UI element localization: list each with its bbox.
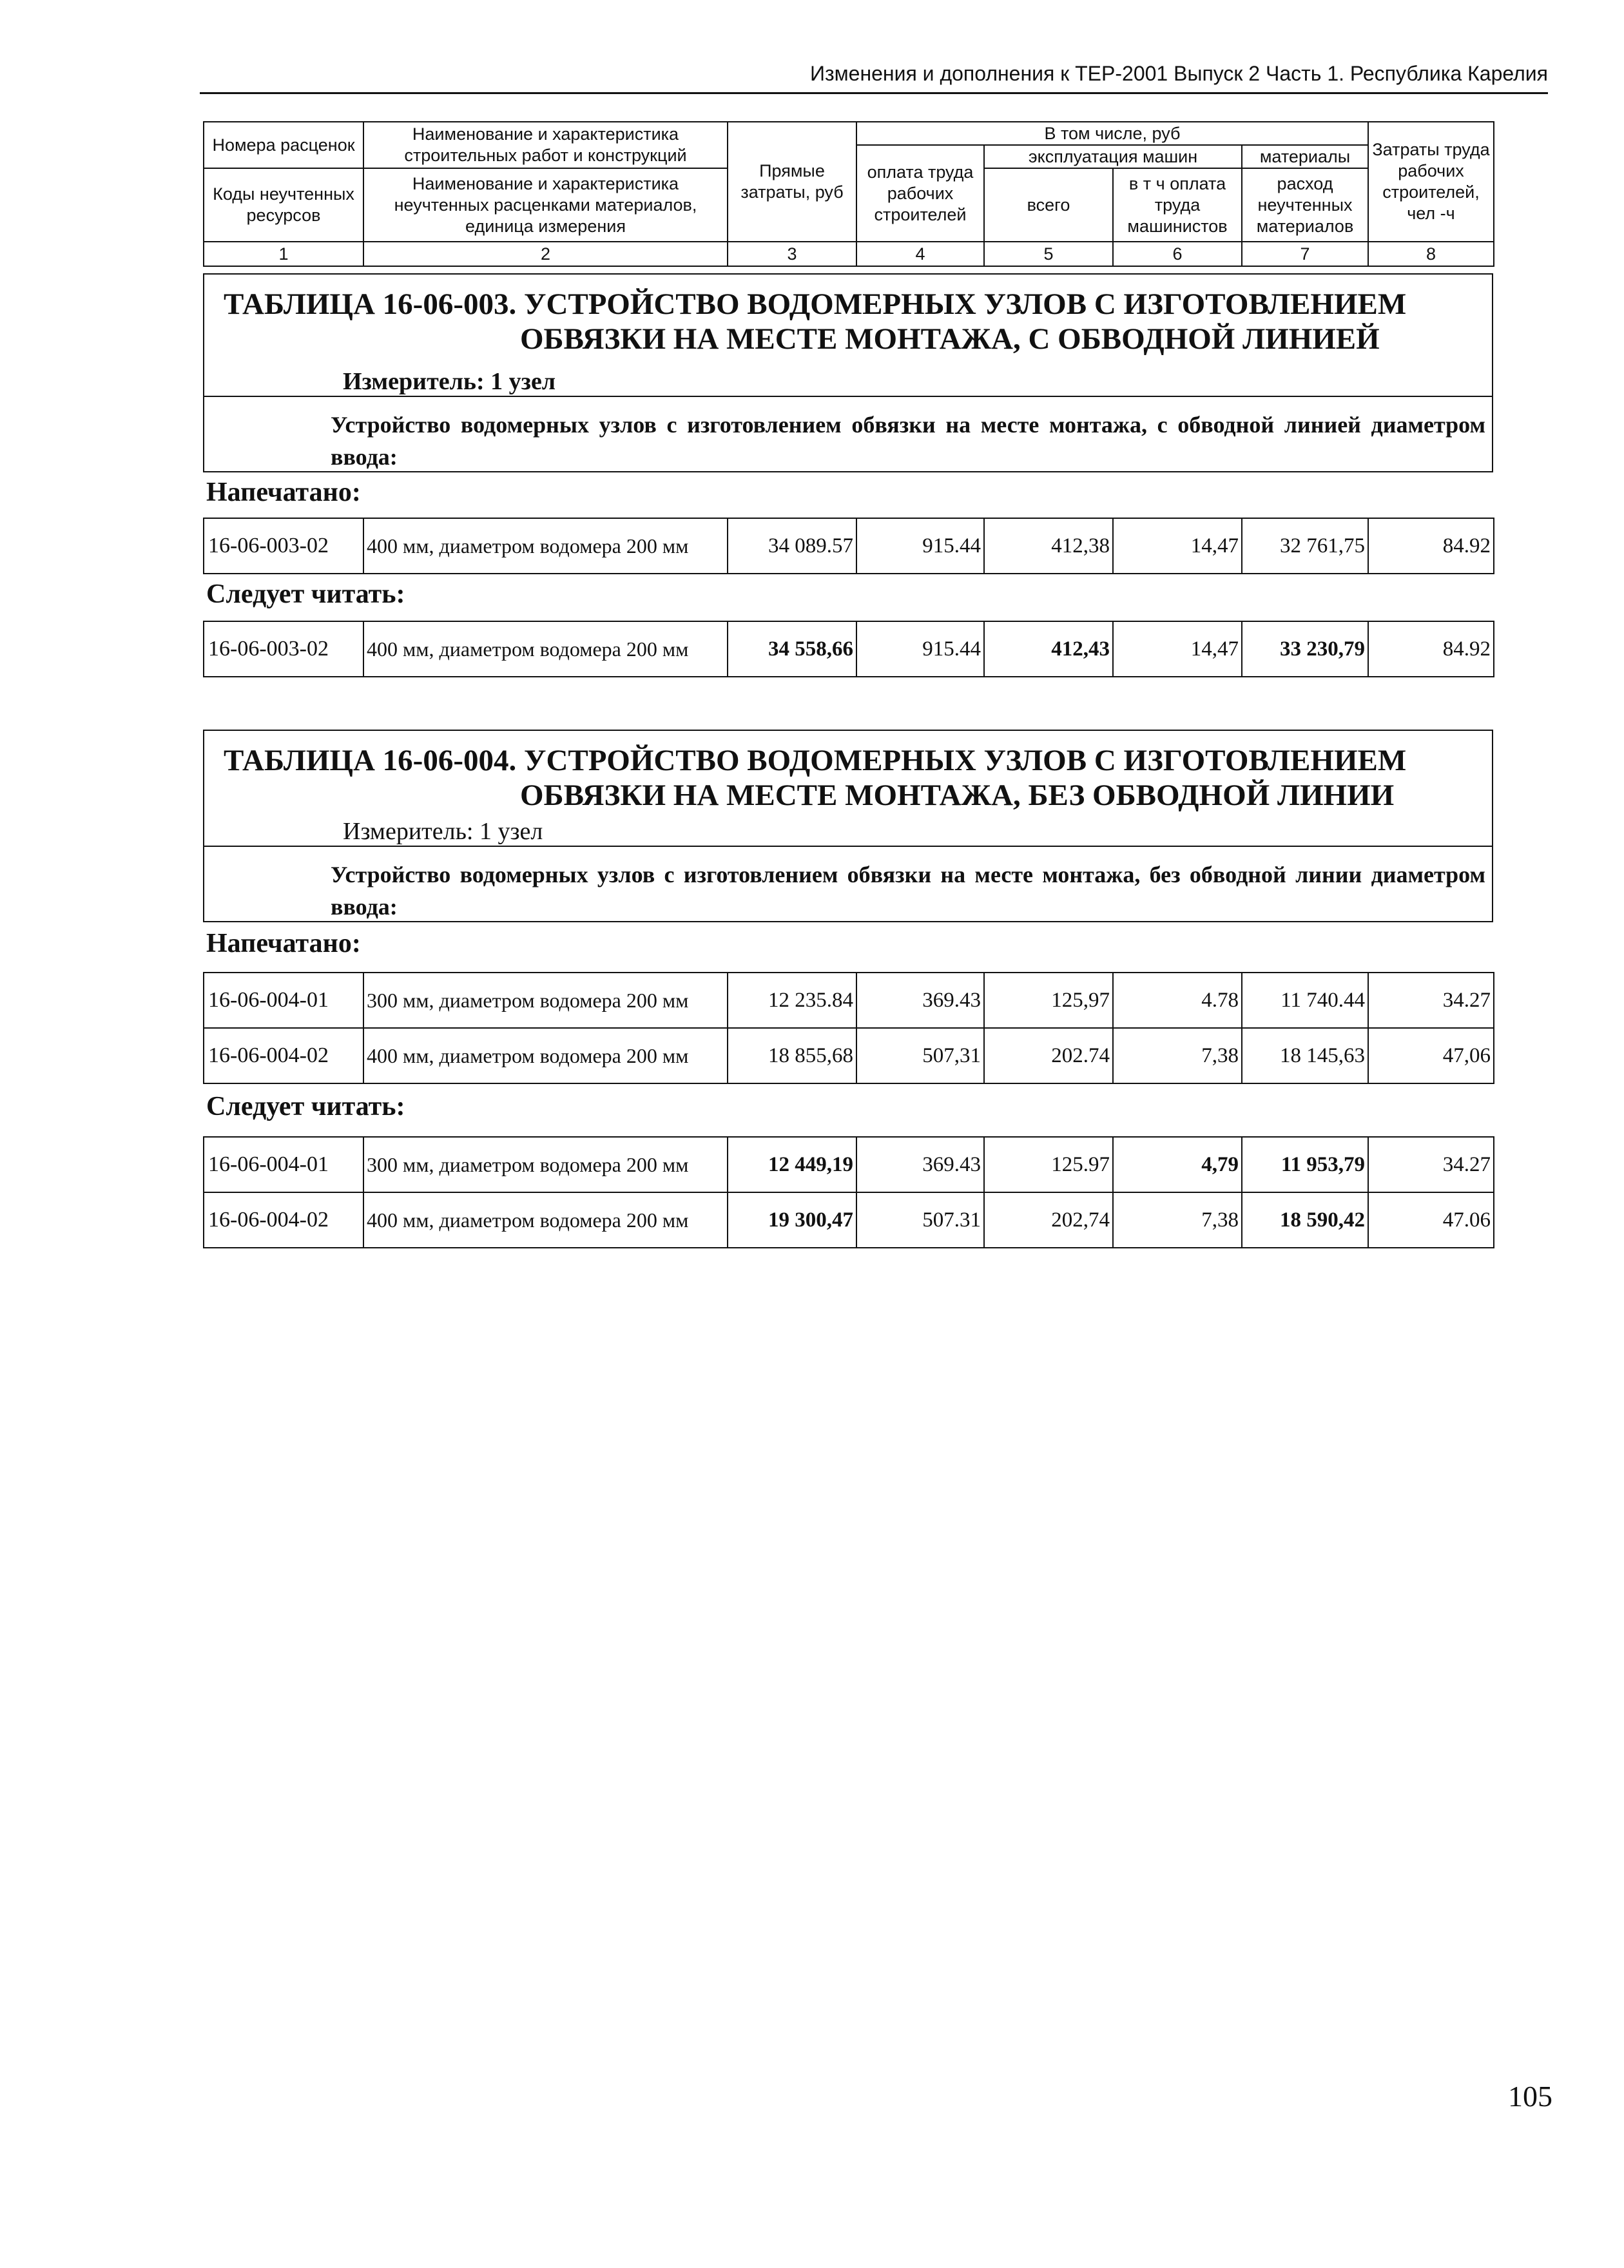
header-material-usage: расход неучтенных материалов [1242,168,1368,242]
worker-pay: 507.31 [856,1192,984,1248]
header-rate-numbers: Номера расценок [204,122,363,168]
operators-pay: 14,47 [1113,518,1242,574]
column-number: 2 [363,242,728,266]
table-004-title [204,731,1492,847]
header-machines-total: всего [984,168,1113,242]
header-work-name: Наименование и характеристика строительных работ и конструкций [363,122,728,168]
header-direct-costs: Прямые затраты, руб [728,122,856,242]
table-003-title [204,275,1492,397]
table-003-title-line1: ТАБЛИЦА 16-06-003. УСТРОЙСТВО ВОДОМЕРНЫХ УЗЛОВ С ИЗГОТОВЛЕНИЕМ [224,287,1407,321]
labor-hours: 47.06 [1368,1192,1494,1248]
direct-costs: 19 300,47 [728,1192,856,1248]
worker-pay: 369.43 [856,973,984,1028]
rate-name: 300 мм, диаметром водомера 200 мм [363,1137,728,1192]
table-row [204,1137,1494,1192]
column-number: 5 [984,242,1113,266]
machines-total: 412,38 [984,518,1113,574]
table-004-description: Устройство водомерных узлов с изготовлением обвязки на месте монтажа, без обводной линии диаметром ввода: [331,862,1485,920]
column-number: 3 [728,242,856,266]
rate-code: 16-06-003-02 [204,518,363,574]
machines-total: 202.74 [984,1028,1113,1083]
direct-costs: 12 449,19 [728,1137,856,1192]
rate-code: 16-06-004-02 [204,1192,363,1248]
header-group-including: В том числе, руб [856,122,1368,145]
printed-label: Напечатано: [206,478,361,507]
labor-hours: 47,06 [1368,1028,1494,1083]
table-row [204,621,1494,677]
materials-usage: 18 145,63 [1242,1028,1368,1083]
rate-name: 300 мм, диаметром водомера 200 мм [363,973,728,1028]
materials-usage: 11 740.44 [1242,973,1368,1028]
worker-pay: 369.43 [856,1137,984,1192]
should-read-label: Следует читать: [206,1092,405,1121]
direct-costs: 12 235.84 [728,973,856,1028]
header-materials: материалы [1242,145,1368,168]
table-row [204,973,1494,1028]
rate-code: 16-06-004-01 [204,973,363,1028]
table-004-measure: Измеритель: 1 узел [343,818,543,845]
rate-name: 400 мм, диаметром водомера 200 мм [363,518,728,574]
operators-pay: 7,38 [1113,1192,1242,1248]
machines-total: 125,97 [984,973,1113,1028]
header-resource-codes: Коды неучтенных ресурсов [204,168,363,242]
column-number: 6 [1113,242,1242,266]
rate-code: 16-06-003-02 [204,621,363,677]
table-004-corrected [203,1136,1494,1248]
column-number: 4 [856,242,984,266]
direct-costs: 34 558,66 [728,621,856,677]
operators-pay: 7,38 [1113,1028,1242,1083]
direct-costs: 34 089.57 [728,518,856,574]
materials-usage: 18 590,42 [1242,1192,1368,1248]
materials-usage: 11 953,79 [1242,1137,1368,1192]
rate-code: 16-06-004-01 [204,1137,363,1192]
operators-pay: 14,47 [1113,621,1242,677]
machines-total: 412,43 [984,621,1113,677]
table-003-title-line2: ОБВЯЗКИ НА МЕСТЕ МОНТАЖА, С ОБВОДНОЙ ЛИНИЕЙ [520,322,1380,356]
worker-pay: 915.44 [856,518,984,574]
column-number: 1 [204,242,363,266]
header-labor-hours: Затраты труда рабочих строителей, чел -ч [1368,122,1494,242]
machines-total: 202,74 [984,1192,1113,1248]
labor-hours: 34.27 [1368,973,1494,1028]
table-003-description: Устройство водомерных узлов с изготовлением обвязки на месте монтажа, с обводной линией диаметром ввода: [331,412,1485,470]
header-material-name: Наименование и характеристика неучтенных расценками материалов, единица измерения [363,168,728,242]
column-number: 7 [1242,242,1368,266]
direct-costs: 18 855,68 [728,1028,856,1083]
rate-name: 400 мм, диаметром водомера 200 мм [363,1028,728,1083]
table-004-printed [203,972,1494,1084]
labor-hours: 84.92 [1368,518,1494,574]
header-machines: эксплуатация машин [984,145,1242,168]
table-003-measure: Измеритель: 1 узел [343,368,556,395]
worker-pay: 915.44 [856,621,984,677]
labor-hours: 84.92 [1368,621,1494,677]
table-003-printed [203,518,1494,574]
table-004-title-line2: ОБВЯЗКИ НА МЕСТЕ МОНТАЖА, БЕЗ ОБВОДНОЙ ЛИНИИ [520,779,1395,812]
table-004-title-line1: ТАБЛИЦА 16-06-004. УСТРОЙСТВО ВОДОМЕРНЫХ УЗЛОВ С ИЗГОТОВЛЕНИЕМ [224,744,1407,777]
rate-name: 400 мм, диаметром водомера 200 мм [363,1192,728,1248]
header-rule [200,92,1548,94]
worker-pay: 507,31 [856,1028,984,1083]
table-004-section [203,730,1493,922]
operators-pay: 4,79 [1113,1137,1242,1192]
column-header-table [203,121,1494,267]
table-row [204,518,1494,574]
rate-name: 400 мм, диаметром водомера 200 мм [363,621,728,677]
table-row [204,1192,1494,1248]
machines-total: 125.97 [984,1137,1113,1192]
materials-usage: 32 761,75 [1242,518,1368,574]
page-number: 105 [1508,2080,1552,2113]
printed-label: Напечатано: [206,929,361,958]
column-number: 8 [1368,242,1494,266]
table-row [204,1028,1494,1083]
table-003-corrected [203,621,1494,677]
should-read-label: Следует читать: [206,579,405,609]
rate-code: 16-06-004-02 [204,1028,363,1083]
labor-hours: 34.27 [1368,1137,1494,1192]
operators-pay: 4.78 [1113,973,1242,1028]
table-003-section [203,273,1493,472]
running-head: Изменения и дополнения к ТЕР-2001 Выпуск 2 Часть 1. Республика Карелия [809,62,1548,85]
header-worker-pay: оплата труда рабочих строителей [856,145,984,242]
header-operators-pay: в т ч оплата труда машинистов [1113,168,1242,242]
materials-usage: 33 230,79 [1242,621,1368,677]
